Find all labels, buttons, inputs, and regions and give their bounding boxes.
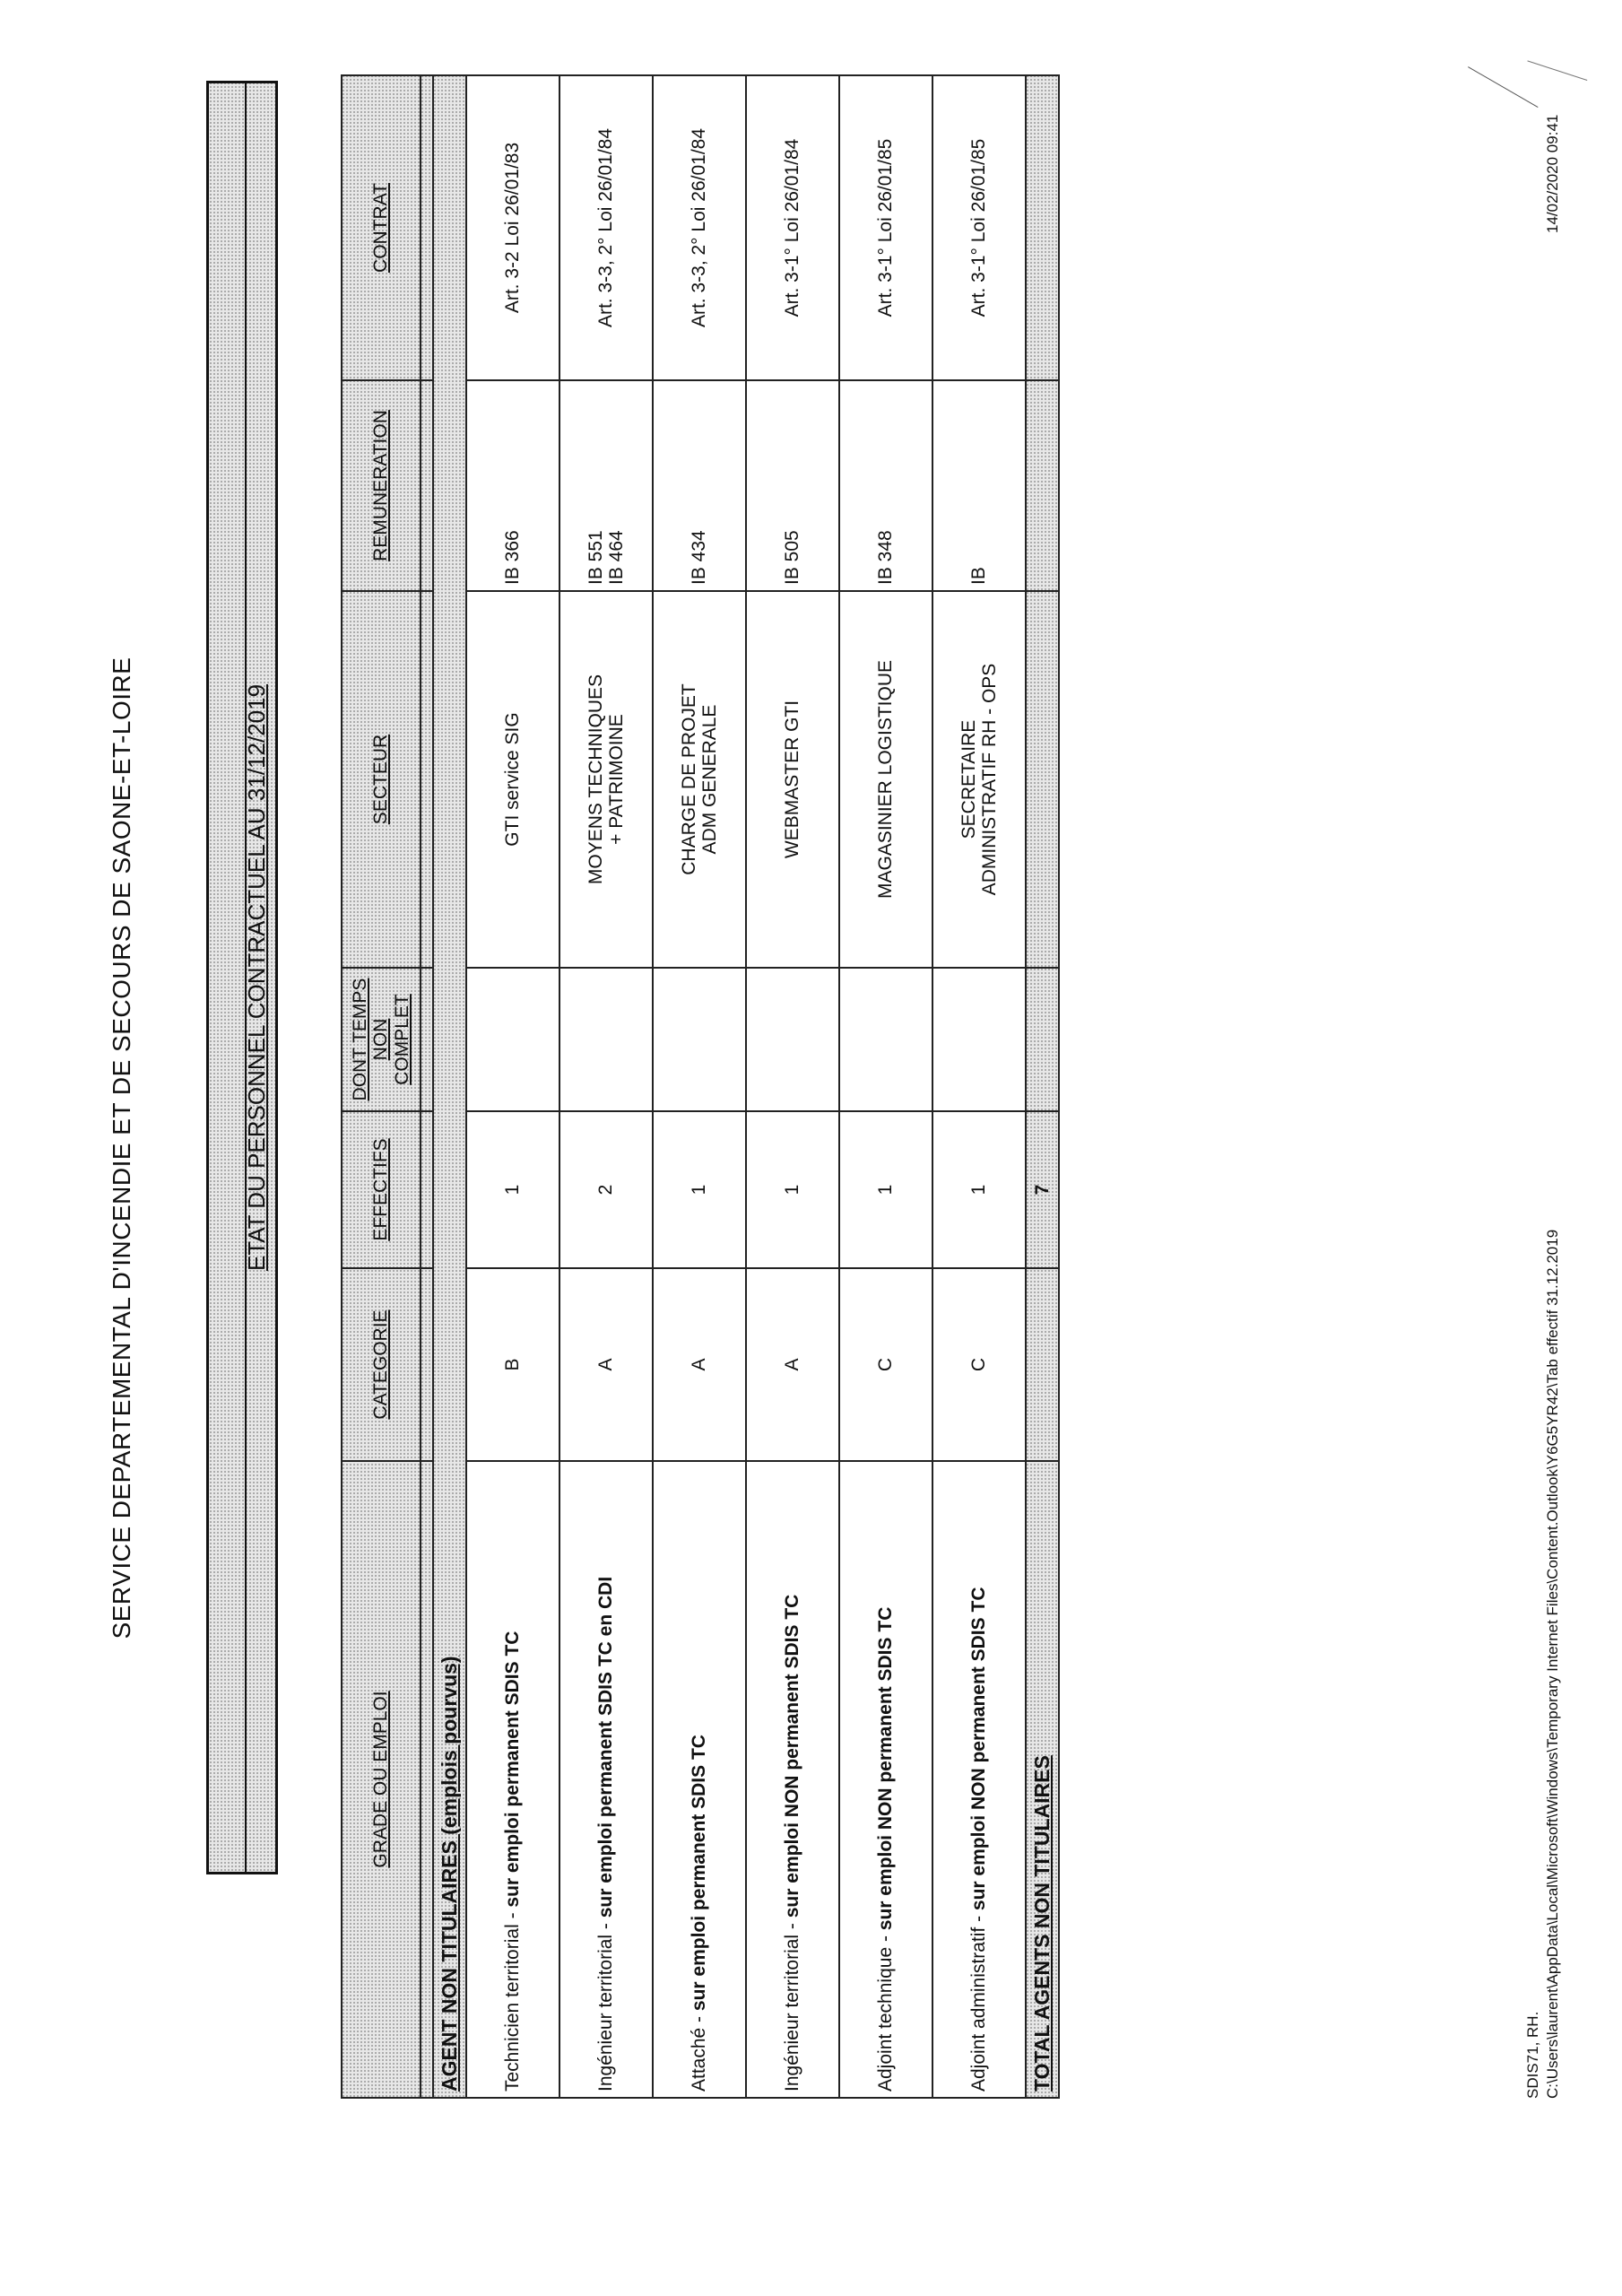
cell-contrat: Art. 3-2 Loi 26/01/83	[466, 75, 559, 380]
cell-secteur: MAGASINIER LOGISTIQUE	[839, 591, 932, 968]
total-label: TOTAL AGENTS NON TITULAIRES	[1026, 1461, 1059, 2098]
cell-effectifs: 2	[559, 1111, 653, 1268]
scan-mark	[1468, 66, 1538, 108]
cell-categorie: A	[653, 1268, 746, 1461]
footer-origin: SDIS71, RH.	[1524, 2011, 1541, 2099]
header-categorie: CATEGORIE	[342, 1268, 421, 1461]
cell-grade: Technicien territorial - sur emploi permanent SDIS TC	[466, 1461, 559, 2098]
cell-grade: Adjoint technique - sur emploi NON permanent SDIS TC	[839, 1461, 932, 2098]
table-row	[466, 75, 559, 2098]
cell-temps	[839, 968, 932, 1111]
cell-contrat: Art. 3-3, 2° Loi 26/01/84	[653, 75, 746, 380]
section-row	[433, 75, 466, 2098]
cell-contrat: Art. 3-1° Loi 26/01/85	[932, 75, 1026, 380]
document-title: SERVICE DEPARTEMENTAL D'INCENDIE ET DE SECOURS DE SAONE-ET-LOIRE	[108, 657, 135, 1639]
cell-remuneration: IB 551 IB 464	[559, 380, 653, 591]
table-row	[839, 75, 932, 2098]
header-grade: GRADE OU EMPLOI	[342, 1461, 421, 2098]
header-row	[342, 75, 421, 2098]
table-row	[653, 75, 746, 2098]
cell-remuneration: IB	[932, 380, 1026, 591]
cell-grade: Ingénieur territorial - sur emploi permanent SDIS TC en CDI	[559, 1461, 653, 2098]
total-row	[1026, 75, 1059, 2098]
cell-grade: Attaché - sur emploi permanent SDIS TC	[653, 1461, 746, 2098]
cell-secteur: MOYENS TECHNIQUES + PATRIMOINE	[559, 591, 653, 968]
total-effectifs: 7	[1026, 1111, 1059, 1268]
header-remuneration: REMUNERATION	[342, 380, 421, 591]
footer-date: 14/02/2020 09:41	[1544, 114, 1561, 233]
cell-remuneration: IB 348	[839, 380, 932, 591]
title-banner	[206, 81, 278, 1874]
cell-secteur: SECRETAIRE ADMINISTRATIF RH - OPS	[932, 591, 1026, 968]
section-label: AGENT NON TITULAIRES (emplois pourvus)	[433, 75, 466, 2098]
cell-effectifs: 1	[746, 1111, 839, 1268]
cell-categorie: A	[746, 1268, 839, 1461]
cell-contrat: Art. 3-1° Loi 26/01/85	[839, 75, 932, 380]
cell-secteur: CHARGE DE PROJET ADM GENERALE	[653, 591, 746, 968]
cell-categorie: A	[559, 1268, 653, 1461]
header-temps-non-complet: DONT TEMPS NON COMPLET	[342, 968, 421, 1111]
scan-mark	[1527, 60, 1587, 81]
cell-grade: Ingénieur territorial - sur emploi NON permanent SDIS TC	[746, 1461, 839, 2098]
cell-temps	[932, 968, 1026, 1111]
cell-effectifs: 1	[653, 1111, 746, 1268]
cell-contrat: Art. 3-1° Loi 26/01/84	[746, 75, 839, 380]
cell-temps	[746, 968, 839, 1111]
table-row	[932, 75, 1026, 2098]
table-row	[746, 75, 839, 2098]
cell-temps	[466, 968, 559, 1111]
cell-remuneration: IB 505	[746, 380, 839, 591]
table-row	[559, 75, 653, 2098]
cell-categorie: B	[466, 1268, 559, 1461]
header-effectifs: EFFECTIFS	[342, 1111, 421, 1268]
cell-secteur: GTI service SIG	[466, 591, 559, 968]
document-subtitle: ETAT DU PERSONNEL CONTRACTUEL AU 31/12/2019	[243, 683, 270, 1272]
cell-grade: Adjoint administratif - sur emploi NON permanent SDIS TC	[932, 1461, 1026, 2098]
cell-effectifs: 1	[932, 1111, 1026, 1268]
cell-categorie: C	[839, 1268, 932, 1461]
cell-temps	[653, 968, 746, 1111]
header-contrat: CONTRAT	[342, 75, 421, 380]
cell-contrat: Art. 3-3, 2° Loi 26/01/84	[559, 75, 653, 380]
header-secteur: SECTEUR	[342, 591, 421, 968]
cell-temps	[559, 968, 653, 1111]
spacer-row	[421, 75, 433, 2098]
personnel-table	[341, 74, 1060, 2099]
cell-categorie: C	[932, 1268, 1026, 1461]
footer-file-path: C:\Users\laurent\AppData\Local\Microsoft\Windows\Temporary Internet Files\Content.Outlook\Y6G5YR42\Tab effectif 31.12.2019	[1544, 1229, 1561, 2099]
cell-remuneration: IB 366	[466, 380, 559, 591]
cell-secteur: WEBMASTER GTI	[746, 591, 839, 968]
cell-effectifs: 1	[466, 1111, 559, 1268]
cell-remuneration: IB 434	[653, 380, 746, 591]
cell-effectifs: 1	[839, 1111, 932, 1268]
